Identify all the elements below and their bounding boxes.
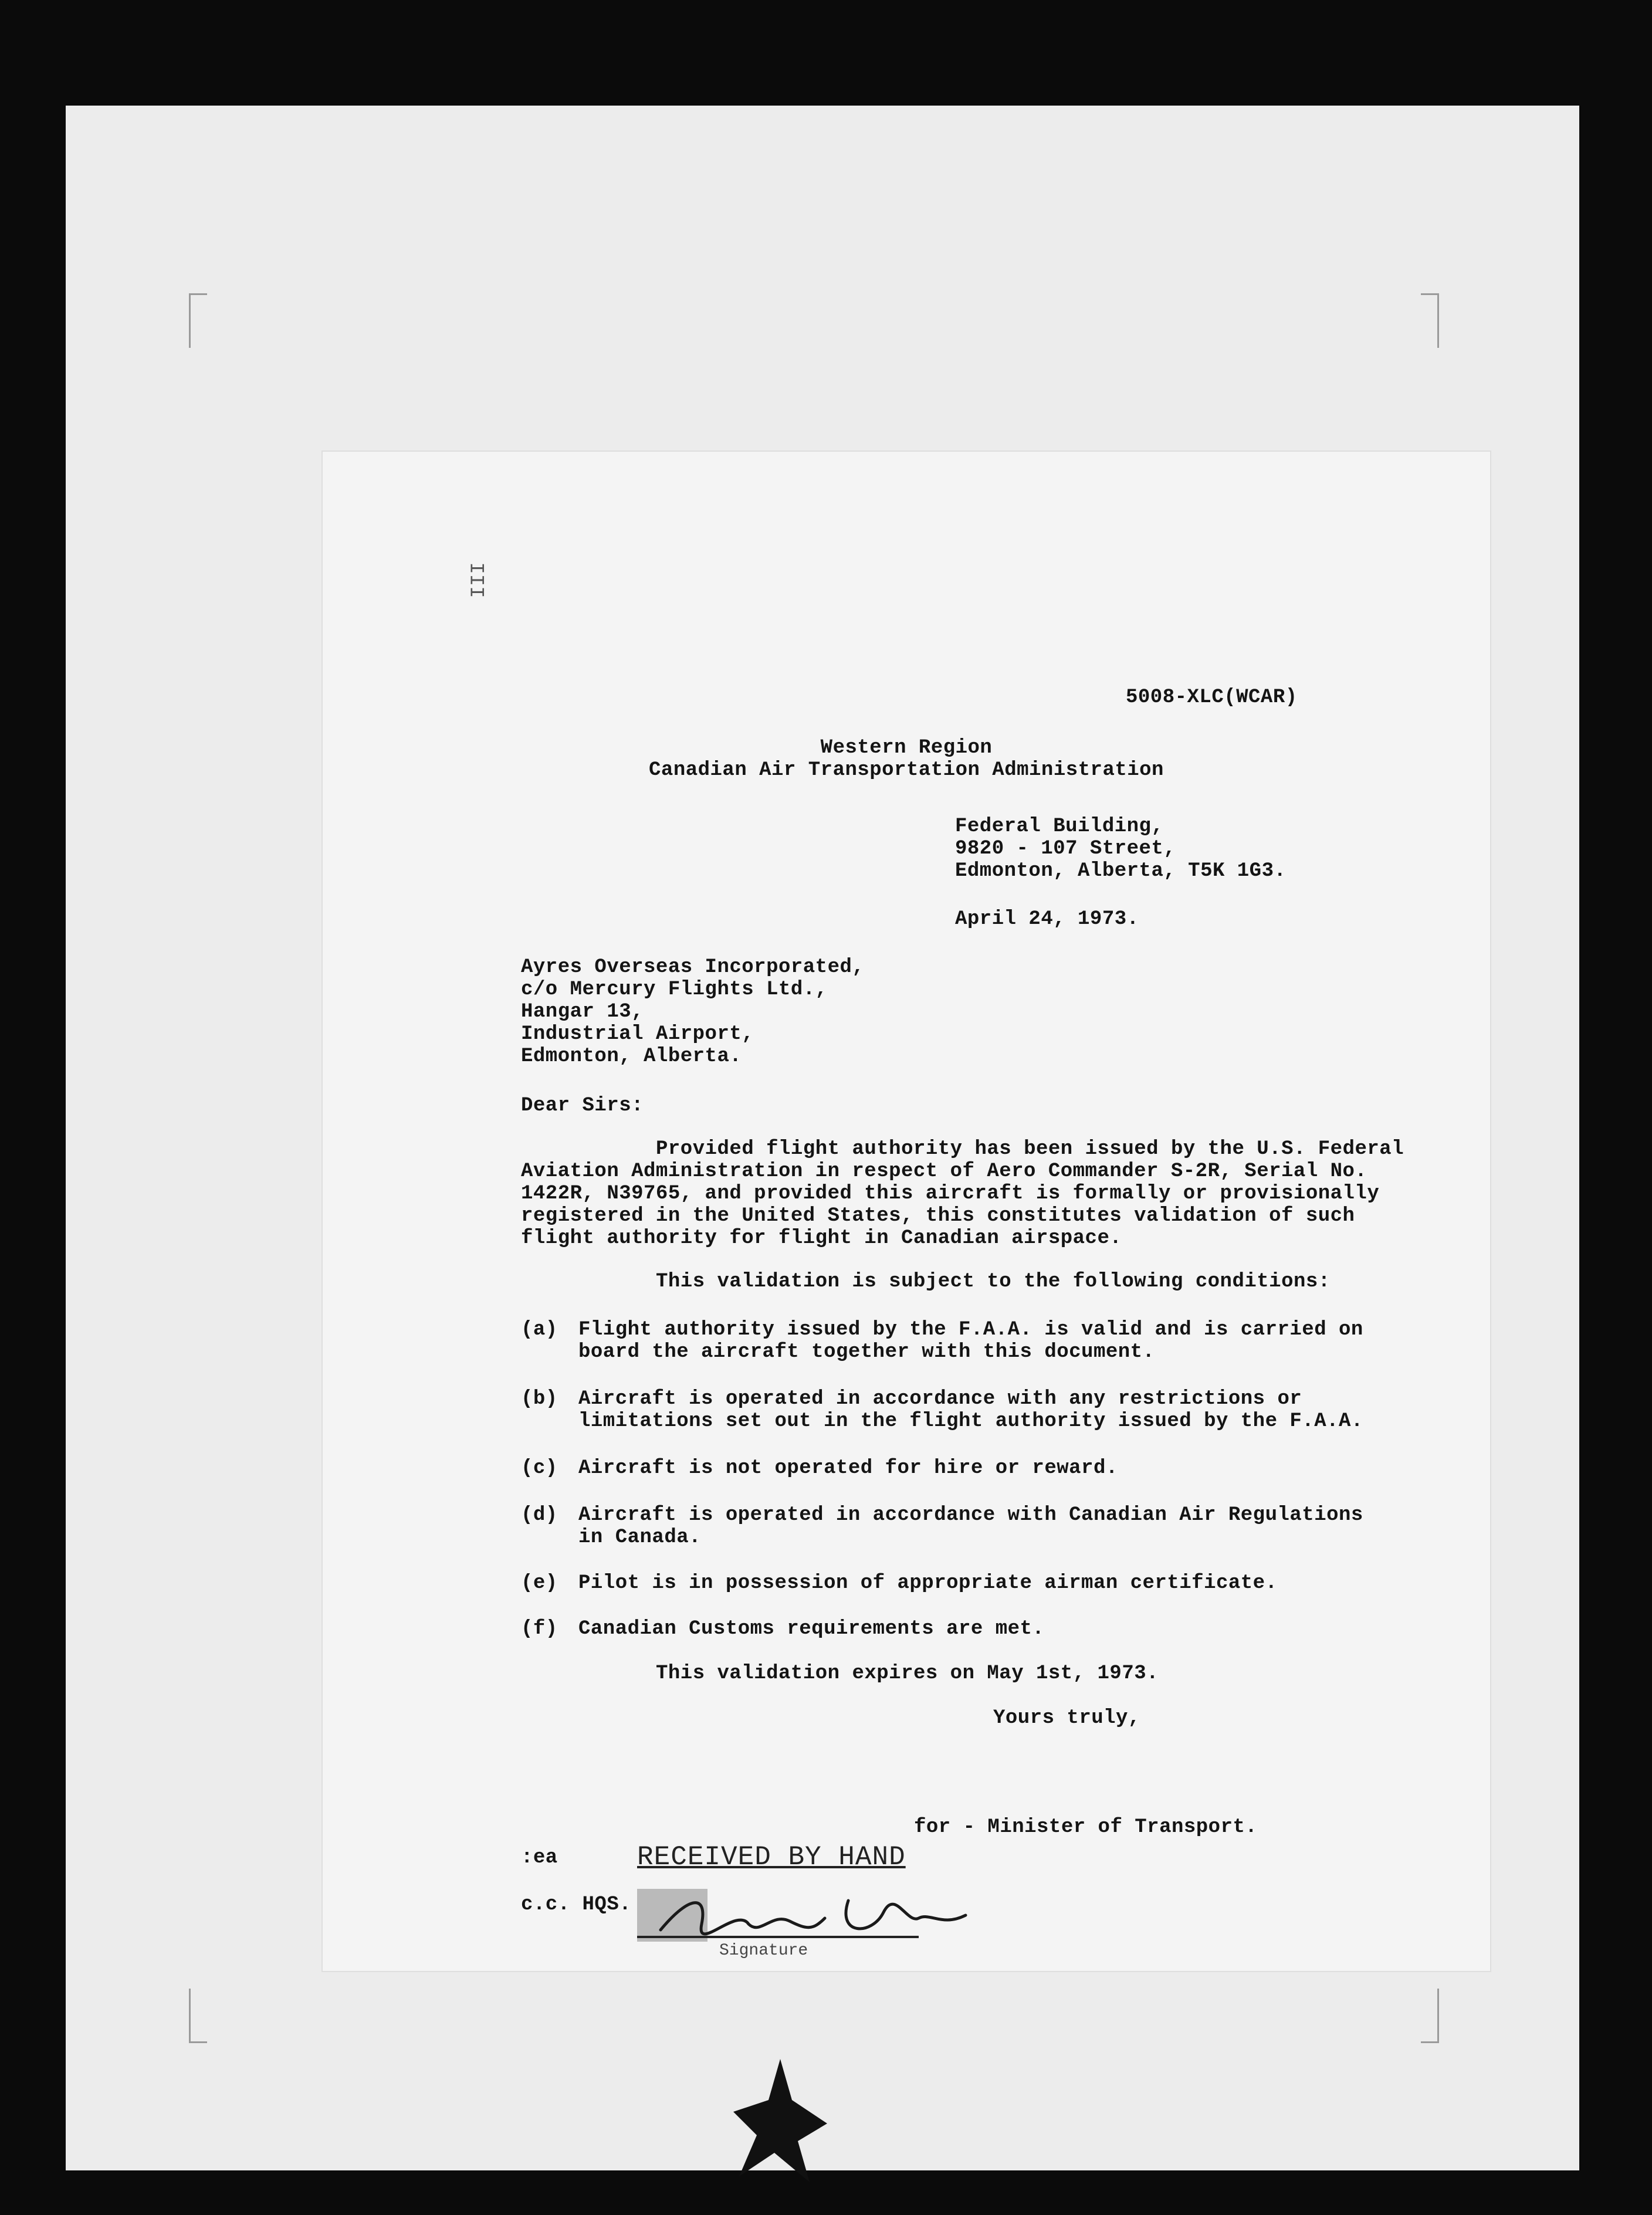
condition-line: Aircraft is not operated for hire or reward. — [578, 1457, 1118, 1479]
condition-line: limitations set out in the flight authority issued by the F.A.A. — [578, 1410, 1363, 1432]
condition-letter: (c) — [521, 1457, 558, 1479]
condition-letter: (a) — [521, 1319, 558, 1341]
recipient-address-line: Industrial Airport, — [521, 1023, 754, 1045]
received-stamp: RECEIVED BY HAND — [637, 1842, 906, 1872]
condition-line: Aircraft is operated in accordance with Canadian Air Regulations — [578, 1504, 1363, 1526]
condition-line: Pilot is in possession of appropriate airman certificate. — [578, 1572, 1278, 1594]
reference-number: 5008-XLC(WCAR) — [1126, 686, 1298, 709]
sender-address-line: Edmonton, Alberta, T5K 1G3. — [955, 860, 1287, 882]
recipient-address-line: Edmonton, Alberta. — [521, 1045, 742, 1068]
photo-mount — [66, 106, 1579, 2170]
body-line: Provided flight authority has been issued by the U.S. Federal — [656, 1138, 1404, 1160]
org-line-1: Western Region — [820, 737, 993, 759]
org-line-2: Canadian Air Transportation Administration — [649, 759, 1164, 781]
signature-role: for - Minister of Transport. — [914, 1816, 1258, 1838]
corner-bracket-bottom-left — [189, 1989, 207, 2043]
condition-line: Flight authority issued by the F.A.A. is valid and is carried on — [578, 1319, 1363, 1341]
condition-line: board the aircraft together with this document. — [578, 1341, 1155, 1363]
condition-line: in Canada. — [578, 1526, 702, 1549]
body-line: registered in the United States, this constitutes validation of such — [521, 1205, 1355, 1227]
film-smudge — [727, 2053, 833, 2188]
marginal-mark: III — [464, 562, 487, 598]
condition-line: Aircraft is operated in accordance with any restrictions or — [578, 1388, 1302, 1410]
signature-line — [637, 1936, 919, 1938]
cc-line: c.c. HQS. — [521, 1894, 632, 1916]
body-line: flight authority for flight in Canadian airspace. — [521, 1227, 1122, 1249]
condition-letter: (d) — [521, 1504, 558, 1526]
condition-letter: (f) — [521, 1618, 558, 1640]
condition-line: Canadian Customs requirements are met. — [578, 1618, 1045, 1640]
typist-initials: :ea — [521, 1847, 558, 1869]
corner-bracket-top-left — [189, 293, 207, 348]
recipient-address-line: Ayres Overseas Incorporated, — [521, 956, 865, 978]
salutation: Dear Sirs: — [521, 1095, 644, 1117]
corner-bracket-top-right — [1421, 293, 1439, 348]
recipient-address-line: Hangar 13, — [521, 1001, 644, 1023]
condition-letter: (b) — [521, 1388, 558, 1410]
sender-address-line: Federal Building, — [955, 815, 1164, 838]
body-line: Aviation Administration in respect of Aero Commander S-2R, Serial No. — [521, 1160, 1367, 1183]
sender-address-line: 9820 - 107 Street, — [955, 838, 1176, 860]
corner-bracket-bottom-right — [1421, 1989, 1439, 2043]
letter-date: April 24, 1973. — [955, 908, 1139, 930]
body-line: 1422R, N39765, and provided this aircraft is formally or provisionally — [521, 1183, 1380, 1205]
closing: Yours truly, — [993, 1707, 1140, 1729]
condition-letter: (e) — [521, 1572, 558, 1594]
signature-caption: Signature — [719, 1942, 808, 1960]
conditions-intro: This validation is subject to the following conditions: — [656, 1271, 1331, 1293]
recipient-address-line: c/o Mercury Flights Ltd., — [521, 978, 828, 1001]
letter-page — [323, 452, 1490, 1971]
expiry-line: This validation expires on May 1st, 1973. — [656, 1662, 1159, 1685]
